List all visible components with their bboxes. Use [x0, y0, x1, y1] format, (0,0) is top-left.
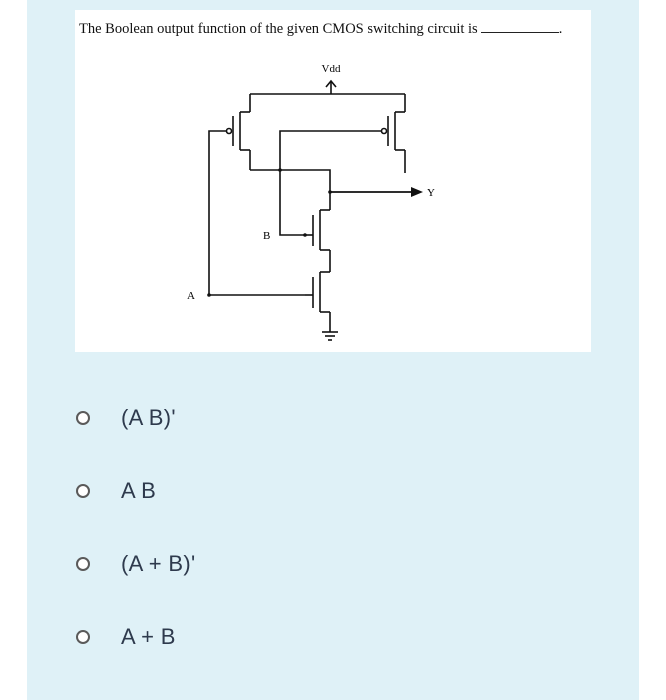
vdd-label: Vdd	[321, 63, 341, 75]
option-3[interactable]	[76, 551, 195, 577]
question-text: The Boolean output function of the given CMOS switching circuit is .	[79, 21, 563, 37]
pmos-drain-bus	[250, 170, 330, 210]
option-2-label: A B	[121, 478, 157, 503]
junction-dot-1	[278, 168, 282, 172]
option-4-label: A + B	[121, 624, 176, 649]
output-arrow	[411, 187, 423, 197]
input-a-wire	[209, 131, 305, 295]
option-2-radio[interactable]	[76, 484, 90, 498]
question-card	[75, 10, 591, 352]
junction-dot-2	[328, 190, 332, 194]
option-3-radio[interactable]	[76, 557, 90, 571]
pmos-b-bubble	[382, 129, 387, 134]
input-b-label: B	[263, 230, 271, 242]
option-1-radio[interactable]	[76, 411, 90, 425]
option-4-radio[interactable]	[76, 630, 90, 644]
question-prompt: The Boolean output function of the given CMOS switching circuit is	[79, 21, 478, 37]
option-1[interactable]	[76, 405, 176, 431]
option-2[interactable]	[76, 478, 156, 504]
input-a-label: A	[187, 290, 195, 302]
option-3-label: (A + B)'	[121, 551, 196, 576]
junction-dot-3	[303, 233, 307, 237]
cmos-circuit-diagram	[75, 10, 591, 352]
option-4[interactable]	[76, 624, 176, 650]
option-1-label: (A B)'	[121, 405, 176, 430]
junction-dot-4	[207, 293, 211, 297]
pmos-a-bubble	[227, 129, 232, 134]
output-label: Y	[427, 187, 435, 199]
